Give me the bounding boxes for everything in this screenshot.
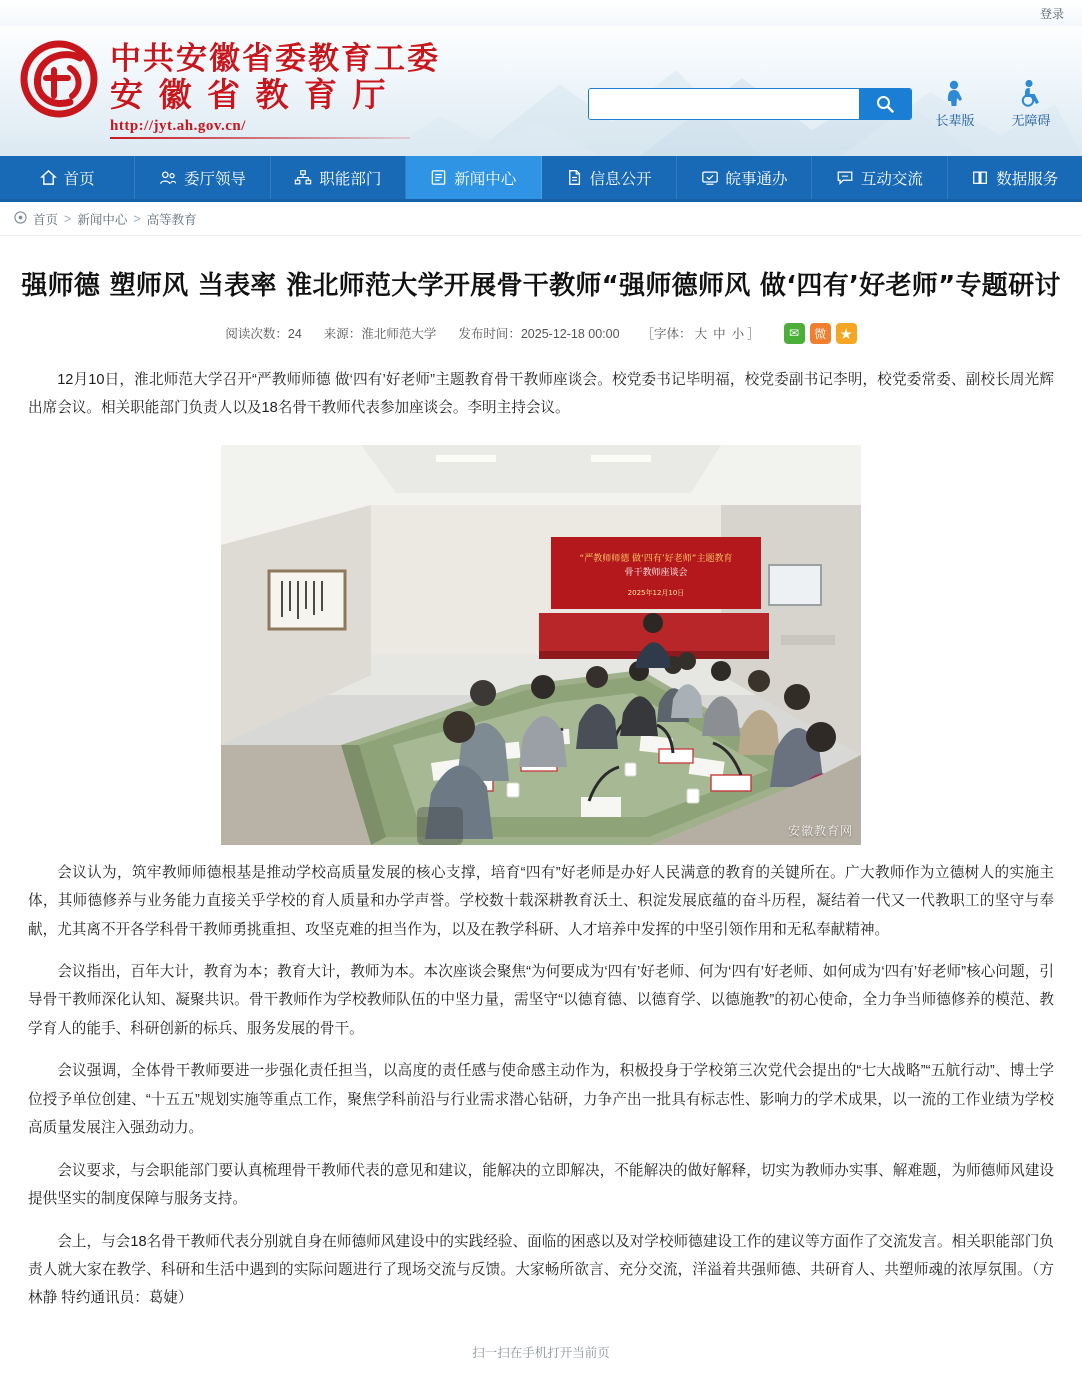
views-info <box>225 324 301 342</box>
org-name-line2: 安 徽 省 教 育 厅 <box>110 74 388 114</box>
views-label: 阅读次数： <box>225 327 288 342</box>
org-name-line1: 中共安徽省委教育工委 <box>110 41 440 77</box>
article-paragraph: 12月10日，淮北师范大学召开“严教师师德 做‘四有’好老师”主题教育骨干教师座谈会。校党委书记毕明福，校党委副书记李明，校党委常委、副校长周光辉出席会议。相关职能部门负责人以及18名骨干教师代表参加座谈会。李明主持会议。 <box>28 371 1054 417</box>
accessibility-group <box>926 78 1060 129</box>
location-pin-icon <box>14 211 27 227</box>
source-info <box>324 324 437 342</box>
image-watermark: 安徽教育网 <box>787 823 853 838</box>
nav-label: 互动交流 <box>860 170 923 188</box>
publish-info <box>458 324 619 342</box>
leader-icon <box>159 169 177 186</box>
data-icon <box>971 169 989 186</box>
search-icon <box>875 94 895 114</box>
search-button[interactable] <box>859 89 911 119</box>
nav-item-interaction[interactable] <box>812 156 947 199</box>
breadcrumb <box>0 202 1082 236</box>
home-icon <box>40 169 57 186</box>
article-paragraph: 会议要求，与会职能部门要认真梳理骨干教师代表的意见和建议，能解决的立即解决，不能解决的做好解释，切实为教师办实事、解难题，为师德师风建设提供坚实的制度保障与服务支持。 <box>28 1162 1054 1208</box>
accessibility-label: 无障碍 <box>1011 113 1051 128</box>
nav-item-data-service[interactable] <box>948 156 1082 199</box>
breadcrumb-item-higher-education[interactable]: 高等教育 <box>146 212 197 227</box>
font-size-close: ］ <box>747 327 760 342</box>
breadcrumb-separator: > <box>133 211 141 226</box>
site-url: http://jyt.ah.gov.cn/ <box>110 117 246 134</box>
share-group <box>784 323 857 344</box>
site-header <box>0 26 1082 156</box>
publish-label: 发布时间： <box>458 327 521 342</box>
favorite-icon[interactable]: ★ <box>836 323 857 344</box>
search-input[interactable] <box>589 89 859 119</box>
page-title: 强师德 塑师风 当表率 淮北师范大学开展骨干教师“强师德师风 做‘四有’好老师”专题研讨 <box>21 271 1061 302</box>
nav-label: 信息公开 <box>589 170 652 188</box>
wheelchair-icon <box>1002 78 1060 108</box>
news-icon <box>430 169 447 186</box>
article-meta <box>14 323 1068 344</box>
svg-text:骨干教师座谈会: 骨干教师座谈会 <box>624 567 688 578</box>
article-paragraph: 会议指出，百年大计，教育为本；教育大计，教师为本。本次座谈会聚焦“为何要成为‘四有’好老师、何为‘四有’好老师、如何成为‘四有’好老师”核心问题，引导骨干教师深化认知、凝聚共识。骨干教师作为学校教师队伍的中坚力量，需坚守“以德育德、以德育学、以德施教”的初心使命，全力争当师德修养的模范、教学育人的能手、科研创新的标兵、服务发展的骨干。 <box>28 963 1054 1037</box>
nav-item-news-center[interactable] <box>406 156 541 199</box>
nav-item-home[interactable] <box>0 156 135 199</box>
nav-label: 职能部门 <box>319 170 382 188</box>
breadcrumb-item-home[interactable]: 首页 <box>33 212 59 227</box>
article-paragraph: 会议认为，筑牢教师师德根基是推动学校高质量发展的核心支撑，培育“四有”好老师是办好人民满意的教育的关键所在。广大教师作为立德树人的实施主体，其师德修养与业务能力直接关乎学校的育人质量和办学声誉。学校数十载深耕教育沃土、积淀发展底蕴的奋斗历程，凝结着一代又一代教职工的坚守与奉献，尤其离不开各学科骨干教师勇挑重担、攻坚克难的担当作为，以及在教学科研、人才培养中发挥的中坚引领作用和无私奉献精神。 <box>28 864 1054 938</box>
article-body <box>14 366 1068 1313</box>
source-label: 来源： <box>323 327 362 342</box>
article <box>0 236 1082 1361</box>
chat-icon <box>836 169 854 186</box>
views-count: 24 <box>287 327 302 342</box>
nav-item-wanshitongban[interactable] <box>677 156 812 199</box>
login-link[interactable]: 登录 <box>1039 7 1064 21</box>
breadcrumb-item-news-center[interactable]: 新闻中心 <box>77 212 128 227</box>
font-size-large[interactable]: 大 <box>694 327 708 342</box>
article-image <box>221 445 861 845</box>
accessibility-button[interactable] <box>1002 78 1060 129</box>
font-size-label: ［字体： <box>641 327 692 342</box>
svg-text:“严教师师德 做‘四有’好老师”主题教育: “严教师师德 做‘四有’好老师”主题教育 <box>579 553 733 564</box>
article-paragraph: 会上，与会18名骨干教师代表分别就自身在师德师风建设中的实践经验、面临的困惑以及对学校师德建设工作的建议等方面作了交流发言。相关职能部门负责人就大家在教学、科研和生活中遇到的实际问题进行了现场交流与反馈。大家畅所欲言、充分交流，洋溢着共强师德、共研育人、共塑师魂的浓厚氛围。（方林静 特约通讯员：葛婕） <box>28 1233 1054 1307</box>
service-icon <box>701 169 719 186</box>
weibo-share-icon[interactable]: 微 <box>810 323 831 344</box>
nav-label: 新闻中心 <box>454 170 517 188</box>
font-size-medium[interactable]: 中 <box>713 327 726 342</box>
qr-hint: 扫一扫在手机打开当前页 <box>472 1345 610 1360</box>
wechat-share-icon[interactable]: ✉ <box>784 323 805 344</box>
logo-divider <box>110 137 410 139</box>
search-box[interactable] <box>588 88 912 120</box>
elder-version-label: 长辈版 <box>935 113 975 128</box>
svg-text:2025年12月10日: 2025年12月10日 <box>627 588 685 597</box>
emblem-icon <box>20 40 98 118</box>
article-paragraph: 会议强调，全体骨干教师要进一步强化责任担当，以高度的责任感与使命感主动作为，积极投身于学校第三次党代会提出的“七大战略”“五航行动”、博士学位授予单位创建、“十五五”规划实施等重点工作，聚焦学科前沿与行业需求潜心钻研，力争产出一批具有标志性、影响力的学术成果，以一流的工作业绩为学校高质量发展注入强劲动力。 <box>28 1063 1054 1137</box>
nav-label: 皖事通办 <box>725 170 788 188</box>
font-size-small[interactable]: 小 <box>731 327 745 342</box>
department-icon <box>294 169 312 186</box>
nav-label: 数据服务 <box>996 170 1059 188</box>
site-logo[interactable] <box>20 40 440 139</box>
publish-time: 2025-12-18 00:00 <box>520 327 620 342</box>
breadcrumb-separator: > <box>64 211 72 226</box>
font-size-switcher <box>642 324 760 342</box>
document-icon <box>566 169 583 186</box>
nav-label: 首页 <box>63 170 95 188</box>
top-bar <box>0 0 1082 26</box>
nav-item-leadership[interactable] <box>135 156 270 199</box>
meeting-photo <box>221 445 861 845</box>
nav-label: 委厅领导 <box>184 170 247 188</box>
source-value: 淮北师范大学 <box>361 327 437 342</box>
elder-person-icon <box>926 78 984 108</box>
nav-item-departments[interactable] <box>271 156 406 199</box>
nav-item-info-disclosure[interactable] <box>542 156 677 199</box>
main-nav <box>0 156 1082 202</box>
elder-version-button[interactable] <box>926 78 984 129</box>
